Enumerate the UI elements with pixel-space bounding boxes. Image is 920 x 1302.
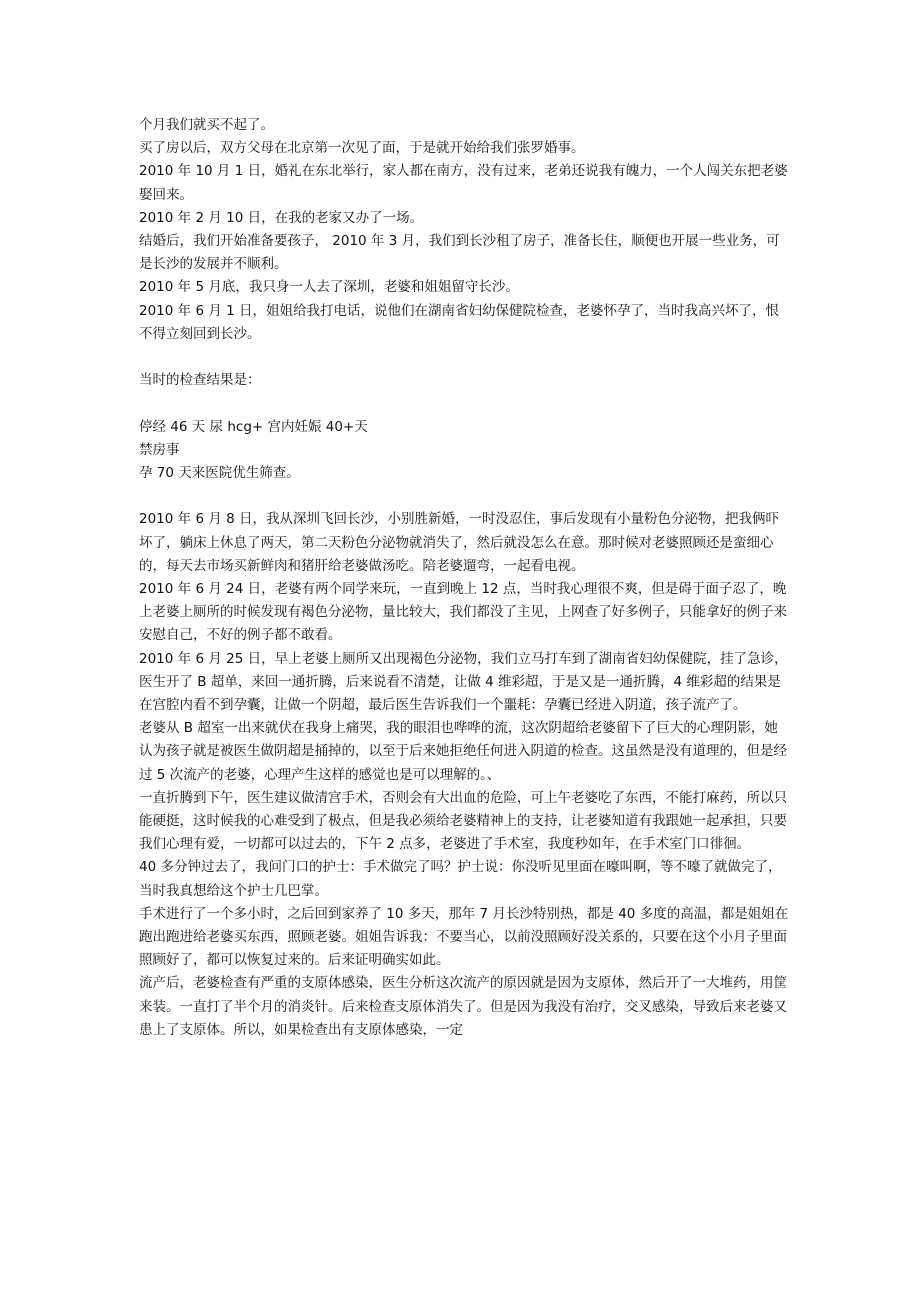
paragraph: 2010 年 6 月 8 日，我从深圳飞回长沙，小别胜新婚，一时没忍住，事后发现有小量粉色分泌物，把我俩吓坏了，躺床上休息了两天，第二天粉色分泌物就消失了，然后就没怎么在意。那时候对老婆照顾还是蛮细心的，每天去市场买新鲜肉和猪肝给老婆做汤吃。陪老婆遛弯，一起看电视。 xyxy=(139,511,779,574)
blank-line xyxy=(139,346,789,369)
document-body xyxy=(139,114,789,1042)
exam-result-line: 孕 70 天来医院优生筛查。 xyxy=(139,465,300,482)
paragraph: 2010 年 5 月底，我只身一人去了深圳，老婆和姐姐留守长沙。 xyxy=(139,279,519,296)
paragraph: 结婚后，我们开始准备要孩子， 2010 年 3 月，我们到长沙租了房子，准备长住，顺便也开展一些业务，可是长沙的发展并不顺利。 xyxy=(139,233,780,273)
paragraph: 40 多分钟过去了，我问门口的护士：手术做完了吗？护士说：你没听见里面在嚎叫啊，等不嚎了就做完了，当时我真想给这个护士几巴掌。 xyxy=(139,859,782,899)
paragraph: 2010 年 6 月 24 日，老婆有两个同学来玩，一直到晚上 12 点，当时我心理很不爽，但是碍于面子忍了，晚上老婆上厕所的时候发现有褐色分泌物，量比较大，我们都没了主见，上网查了好多例子，只能拿好的例子来安慰自己，不好的例子都不敢看。 xyxy=(139,581,787,644)
paragraph: 个月我们就买不起了。 xyxy=(139,117,274,133)
paragraph: 老婆从 B 超室一出来就伏在我身上痛哭，我的眼泪也哗哗的流，这次阴超给老婆留下了巨大的心理阴影，她认为孩子就是被医生做阴超是捅掉的，以至于后来她拒绝任何进入阴道的检查。这虽然是没有道理的，但是经过 5 次流产的老婆，心理产生这样的感觉也是可以理解的。、 xyxy=(139,720,787,783)
paragraph: 2010 年 6 月 1 日，姐姐给我打电话，说他们在湖南省妇幼保健院检查，老婆怀孕了，当时我高兴坏了，恨不得立刻回到长沙。 xyxy=(139,302,779,342)
paragraph: 当时的检查结果是： xyxy=(139,372,261,389)
paragraph: 2010 年 10 月 1 日，婚礼在东北举行，家人都在南方，没有过来，老弟还说我有魄力，一个人闯关东把老婆娶回来。 xyxy=(139,163,788,203)
paragraph: 手术进行了一个多小时，之后回到家养了 10 多天，那年 7 月长沙特别热，都是 40 多度的高温，都是姐姐在跑出跑进给老婆买东西，照顾老婆。姐姐告诉我：不要当心，以前没照顾好没关系的，只要在这个小月子里面照顾好了，都可以恢复过来的。后来证明确实如此。 xyxy=(139,905,789,969)
blank-line xyxy=(139,392,789,415)
paragraph: 买了房以后，双方父母在北京第一次见了面，于是就开始给我们张罗婚事。 xyxy=(139,140,585,157)
paragraph: 2010 年 2 月 10 日，在我的老家又办了一场。 xyxy=(139,209,424,226)
paragraph: 流产后，老婆检查有严重的支原体感染，医生分析这次流产的原因就是因为支原体，然后开了一大堆药，用筐来装。一直打了半个月的消炎针。后来检查支原体消失了。但是因为我没有治疗，交叉感染，导致后来老婆又患上了支原体。所以，如果检查出有支原体感染，一定 xyxy=(139,975,787,1038)
paragraph: 一直折腾到下午，医生建议做清宫手术，否则会有大出血的危险，可上午老婆吃了东西，不能打麻药，所以只能硬挺，这时候我的心难受到了极点，但是我必须给老婆精神上的支持，让老婆知道有我跟她一起承担，只要我们心理有爱，一切都可以过去的，下午 2 点多，老婆进了手术室，我度秒如年，在手术室门口徘徊。 xyxy=(139,789,787,853)
exam-result-line: 禁房事 xyxy=(139,441,180,458)
blank-line xyxy=(139,485,789,508)
exam-result-line: 停经 46 天 尿 hcg+ 宫内妊娠 40+天 xyxy=(139,418,368,435)
paragraph: 2010 年 6 月 25 日，早上老婆上厕所又出现褐色分泌物，我们立马打车到了湖南省妇幼保健院，挂了急诊，医生开了 B 超单，来回一通折腾，后来说看不清楚，让做 4 维彩超，于是又是一通折腾，4 维彩超的结果是在宫腔内看不到孕囊，让做一个阴超，最后医生告诉我们一个噩耗：孕囊已经进入阴道，孩子流产了。 xyxy=(139,650,788,714)
